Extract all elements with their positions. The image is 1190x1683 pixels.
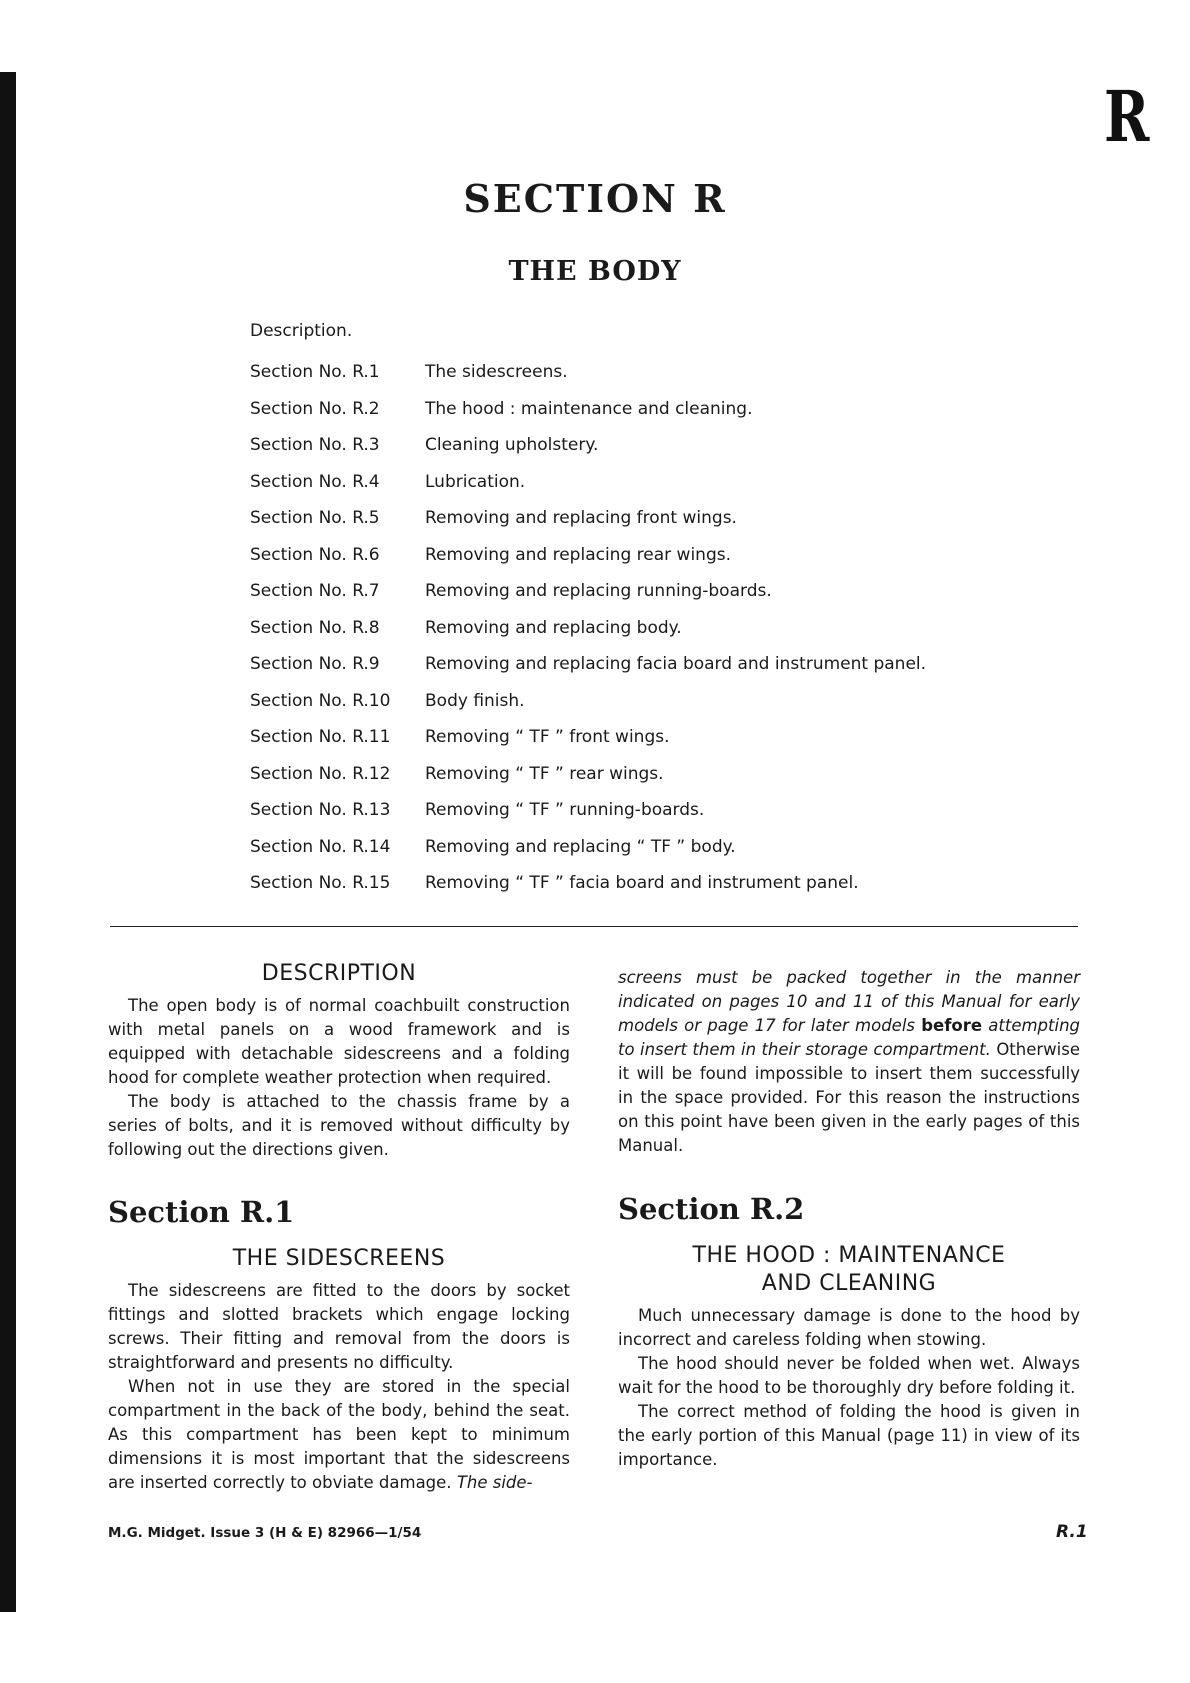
toc-section-title: Body finish. (425, 690, 525, 711)
section-r2-subheading-line: AND CLEANING (761, 1271, 937, 1296)
toc-row (250, 354, 1050, 391)
toc-section-title: Removing and replacing “ TF ” body. (425, 836, 736, 857)
toc-section-number: Section No. R.5 (250, 508, 380, 529)
toc-section-title: The sidescreens. (425, 362, 568, 383)
toc-row (250, 683, 1050, 720)
description-paragraph: The open body is of normal coachbuilt construction with metal panels on a wood framework and is equipped with detachable sidescreens and a folding hood for complete weather protection when required. (108, 996, 570, 1087)
toc-row (250, 537, 1050, 574)
description-heading: DESCRIPTION (261, 961, 417, 986)
toc-section-number: Section No. R.9 (250, 654, 380, 675)
toc-section-title: Removing “ TF ” front wings. (425, 727, 670, 748)
toc-section-number: Section No. R.15 (250, 873, 391, 894)
toc-section-number: Section No. R.11 (250, 727, 391, 748)
divider-rule (110, 926, 1078, 927)
toc-row (250, 792, 1050, 829)
toc-section-number: Section No. R.7 (250, 581, 380, 602)
footer-page-number: R.1 (1056, 1522, 1088, 1542)
toc-section-number: Section No. R.6 (250, 544, 380, 565)
toc-section-number: Section No. R.10 (250, 690, 391, 711)
description-paragraph: The body is attached to the chassis frame by a series of bolts, and it is removed without difficulty by following out the directions given. (108, 1092, 570, 1159)
toc-row (250, 646, 1050, 683)
toc-section-number: Section No. R.14 (250, 836, 391, 857)
toc-row (250, 829, 1050, 866)
toc-section-title: Lubrication. (425, 471, 526, 492)
toc-section-number: Section No. R.4 (250, 471, 380, 492)
toc-section-title: Removing and replacing running-boards. (425, 581, 772, 602)
section-r1-italic-text: The side- (456, 1473, 533, 1492)
toc-row (250, 464, 1050, 501)
continuation-bold: before (921, 1016, 983, 1035)
toc-row (250, 500, 1050, 537)
toc-section-title: The hood : maintenance and cleaning. (425, 398, 753, 419)
continuation-italic-b: attempting to insert them in their storage compartment. (618, 1016, 1080, 1059)
toc-section-title: Removing “ TF ” facia board and instrument panel. (425, 873, 859, 894)
toc-row (250, 719, 1050, 756)
section-r1-paragraph (108, 1375, 570, 1495)
toc-row (250, 427, 1050, 464)
section-r2-subheading (618, 1242, 1080, 1298)
toc-section-title: Removing “ TF ” running-boards. (425, 800, 705, 821)
toc-section-title: Removing and replacing rear wings. (425, 544, 731, 565)
toc-section-title: Removing and replacing facia board and instrument panel. (425, 654, 927, 675)
toc-section-title: Removing “ TF ” rear wings. (425, 763, 664, 784)
toc-section-number: Section No. R.1 (250, 362, 380, 383)
continuation-block (618, 966, 1080, 1158)
toc-section-number: Section No. R.2 (250, 398, 380, 419)
toc-section-title: Cleaning upholstery. (425, 435, 599, 456)
toc-section-number: Section No. R.13 (250, 800, 391, 821)
toc-row (250, 756, 1050, 793)
toc-section-title: Removing and replacing body. (425, 617, 682, 638)
section-r2-block (618, 1192, 1080, 1472)
continuation-plain: Otherwise it will be found impossible to insert them successfully in the space provided. For this reason the instructions on this point have been given in the early pages of this Manual. (618, 1040, 1080, 1155)
section-tab-letter: R (1104, 75, 1150, 158)
toc-section-number: Section No. R.3 (250, 435, 380, 456)
table-of-contents (250, 318, 1050, 902)
continuation-paragraph (618, 966, 1080, 1158)
footer-issue-info: M.G. Midget. Issue 3 (H & E) 82966—1/54 (108, 1525, 422, 1541)
section-title: SECTION R (463, 176, 727, 221)
binding-edge-bar (0, 72, 16, 1612)
section-r2-paragraph: The hood should never be folded when wet. Always wait for the hood to be thoroughly dry before folding it. (618, 1354, 1080, 1397)
toc-list (250, 354, 1050, 902)
section-r2-paragraph: The correct method of folding the hood is given in the early portion of this Manual (page 11) in view of its importance. (618, 1402, 1080, 1469)
toc-section-number: Section No. R.12 (250, 763, 391, 784)
section-r1-block (108, 1195, 570, 1495)
continuation-italic-a: screens must be packed together in the manner indicated on pages 10 and 11 of this Manual for early models or page 17 for later models (618, 968, 1080, 1035)
section-subtitle: THE BODY (508, 256, 682, 287)
toc-row (250, 573, 1050, 610)
section-r2-heading: Section R.2 (618, 1192, 805, 1226)
toc-section-number: Section No. R.8 (250, 617, 380, 638)
description-block (108, 960, 570, 1162)
section-r1-subheading: THE SIDESCREENS (232, 1246, 446, 1271)
section-r2-subheading-line: THE HOOD : MAINTENANCE (692, 1243, 1006, 1268)
section-r2-paragraph: Much unnecessary damage is done to the hood by incorrect and careless folding when stowing. (618, 1306, 1080, 1349)
section-r1-paragraph: The sidescreens are fitted to the doors by socket fittings and slotted brackets which engage locking screws. Their fitting and removal from the doors is straightforward and presents no difficulty. (108, 1281, 570, 1372)
toc-row (250, 610, 1050, 647)
toc-section-title: Removing and replacing front wings. (425, 508, 737, 529)
section-r1-heading: Section R.1 (108, 1195, 295, 1229)
toc-description: Description. (250, 321, 353, 341)
toc-row (250, 391, 1050, 428)
section-r1-paragraph-text: When not in use they are stored in the special compartment in the back of the body, behind the seat. As this compartment has been kept to minimum dimensions it is most important that the sidescreens are inserted correctly to obviate damage. (108, 1377, 570, 1492)
toc-row (250, 865, 1050, 902)
